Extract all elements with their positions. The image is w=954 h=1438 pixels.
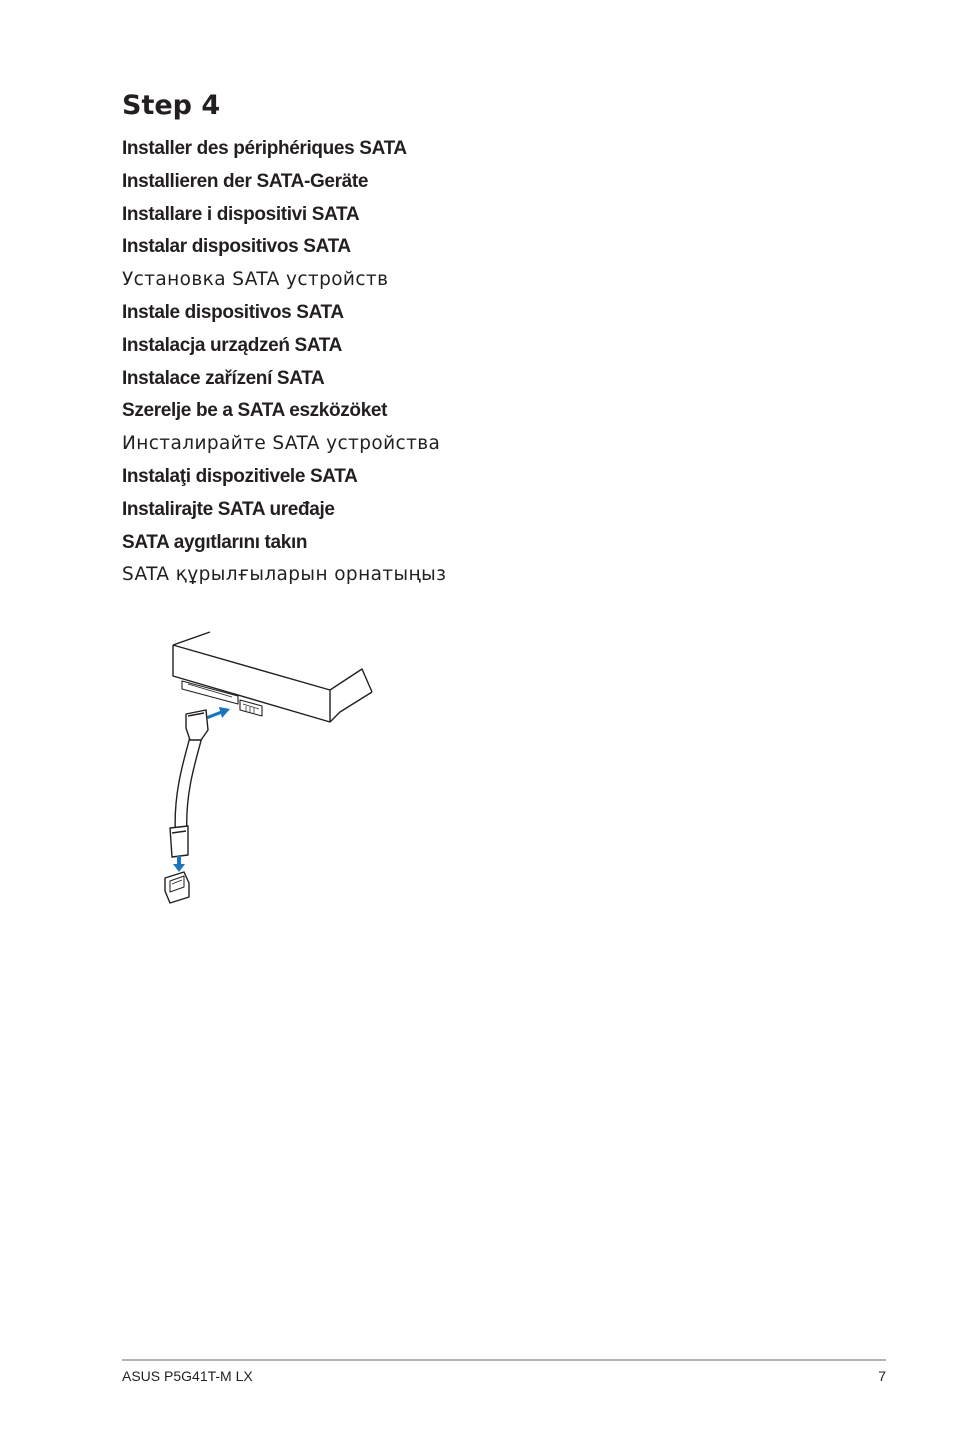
instruction-french: Installer des périphériques SATA [122,138,407,159]
down-arrow-icon [173,856,185,872]
sata-connection-illustration [150,625,390,910]
hard-drive [173,632,372,722]
install-instructions-list: Installer des périphériques SATA Installieren der SATA-Geräte Installare i dispositivi SATA Instalar dispositivos SATA Установка SATA устройств Instale dispositivos SATA Instalacja urządzeń SATA Instalace zařízení SATA Szerelje be a SATA eszközöket Инсталирайте SATA устройства Instalaţi dispozitivele SATA Instalirajte SATA uređaje SATA aygıtlarını takın SATA құрылғыларын орнатыңыз [122,133,446,592]
insert-arrow-icon [207,707,230,719]
